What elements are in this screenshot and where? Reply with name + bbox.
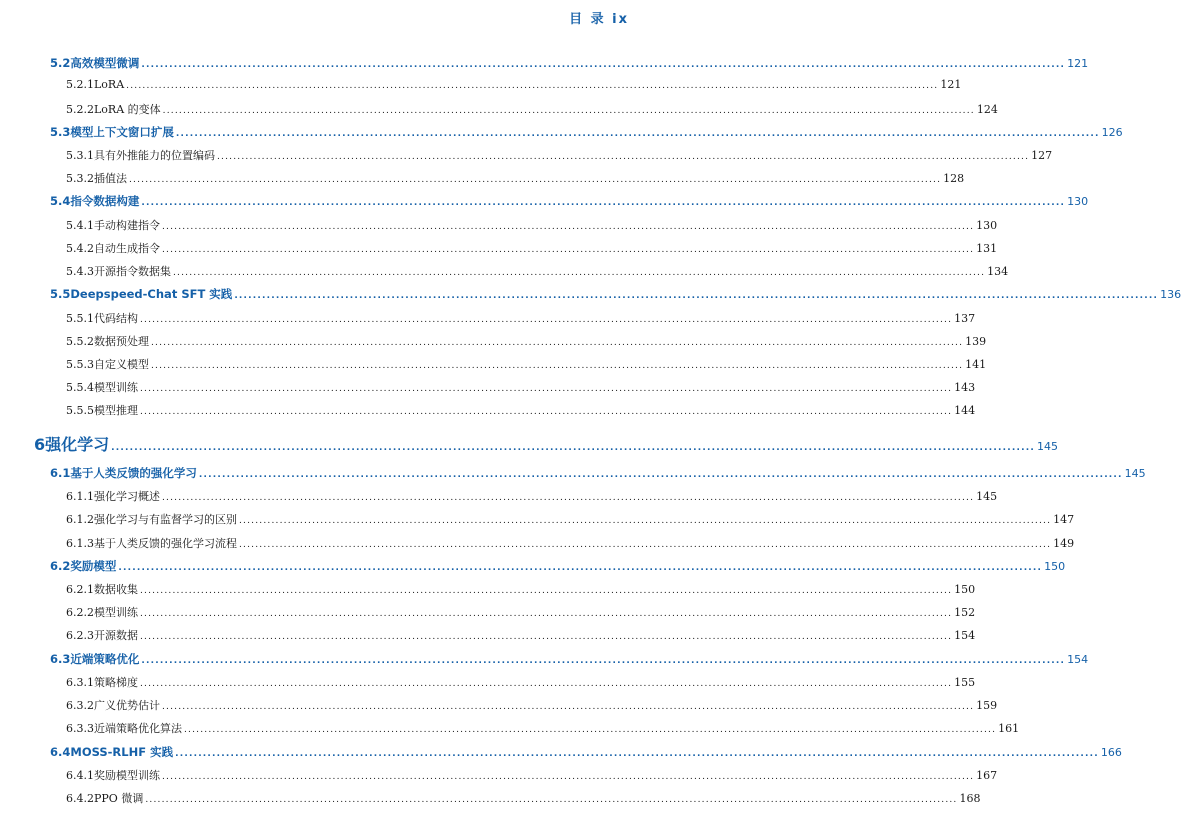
toc-number: 5.4: [50, 194, 71, 208]
toc-title: 具有外推能力的位置编码: [94, 149, 215, 162]
toc-number: 5.3.2: [66, 172, 94, 185]
toc-number: 6.3: [50, 652, 71, 666]
toc-subsection[interactable]: [0, 790, 981, 808]
toc-subsection[interactable]: [0, 674, 976, 692]
toc-title: 手动构建指令: [94, 219, 160, 232]
toc-subsection[interactable]: [0, 604, 976, 622]
toc-page-number: 145: [1036, 440, 1058, 453]
toc-title: 高效模型微调: [70, 56, 140, 70]
toc-number: 6.1.1: [66, 490, 94, 503]
dot-leader: ........................................................................................................................................................................................................: [140, 315, 953, 325]
toc-number: 5.5.2: [66, 335, 94, 348]
dot-leader: ........................................................................................................................................................................................................: [140, 586, 953, 596]
toc-subsection[interactable]: [0, 310, 976, 328]
toc-title: 插值法: [94, 172, 127, 185]
toc-number: 5.5: [50, 287, 71, 301]
toc-title: 模型训练: [94, 381, 138, 394]
dot-leader: ........................................................................................................................................................................................................: [140, 407, 953, 417]
toc-number: 6.4: [50, 745, 71, 759]
dot-leader: ........................................................................................................................................................................................................: [162, 245, 975, 255]
toc-subsection[interactable]: [0, 511, 1075, 529]
toc-number: 5.5.5: [66, 404, 94, 417]
dot-leader: ........................................................................................................................................................................................................: [140, 384, 953, 394]
toc-subsection[interactable]: [0, 581, 976, 599]
toc-title: 自定义模型: [94, 358, 149, 371]
toc-page-number: 130: [1067, 195, 1089, 208]
toc-subsection[interactable]: [0, 356, 987, 374]
toc-title: 开源数据: [94, 629, 138, 642]
toc-title: 强化学习概述: [94, 490, 160, 503]
toc-page-number: 159: [976, 699, 998, 712]
toc-section[interactable]: [0, 651, 1089, 669]
toc-page-number: 126: [1101, 126, 1123, 139]
toc-number: 5.3: [50, 125, 71, 139]
dot-leader: ........................................................................................................................................................................................................: [141, 656, 1066, 666]
toc-page-number: 137: [954, 312, 976, 325]
toc-title: 奖励模型训练: [94, 769, 160, 782]
toc-number: 5.2.2: [66, 103, 94, 116]
toc-page-number: 131: [976, 242, 998, 255]
toc-page-number: 128: [943, 172, 965, 185]
dot-leader: ........................................................................................................................................................................................................: [141, 198, 1066, 208]
dot-leader: ........................................................................................................................................................................................................: [151, 338, 964, 348]
toc-title: 指令数据构建: [70, 194, 140, 208]
toc-page-number: 167: [976, 769, 998, 782]
toc-page-number: 139: [965, 335, 987, 348]
dot-leader: ........................................................................................................................................................................................................: [239, 540, 1052, 550]
toc-page-number: 161: [998, 722, 1020, 735]
toc-title: 数据预处理: [94, 335, 149, 348]
toc-number: 6.3.1: [66, 676, 94, 689]
toc-title: 强化学习: [45, 435, 110, 454]
toc-subsection[interactable]: [0, 535, 1075, 553]
toc-title: 近端策略优化算法: [94, 722, 182, 735]
dot-leader: ........................................................................................................................................................................................................: [118, 563, 1043, 573]
toc-page-number: 130: [976, 219, 998, 232]
toc-number: 6.2.3: [66, 629, 94, 642]
toc-number: 5.2.1: [66, 78, 94, 91]
toc-number: 6.3.2: [66, 699, 94, 712]
toc-number: 6.2: [50, 559, 71, 573]
dot-leader: ........................................................................................................................................................................................................: [175, 129, 1100, 139]
dot-leader: ........................................................................................................................................................................................................: [217, 152, 1030, 162]
toc-subsection[interactable]: [0, 101, 998, 119]
toc-title: MOSS-RLHF 实践: [70, 745, 174, 759]
toc-page-number: 154: [1067, 653, 1089, 666]
toc-page-number: 145: [976, 490, 998, 503]
toc-number: 6.4.2: [66, 792, 94, 805]
toc-section[interactable]: [0, 124, 1123, 142]
toc-page-number: 154: [954, 629, 976, 642]
toc-section[interactable]: [0, 465, 1146, 483]
toc-page-number: 144: [954, 404, 976, 417]
dot-leader: ........................................................................................................................................................................................................: [162, 702, 975, 712]
toc-subsection[interactable]: [0, 333, 987, 351]
toc-page-number: 145: [1124, 467, 1146, 480]
toc-title: 近端策略优化: [70, 652, 140, 666]
toc-subsection[interactable]: [0, 263, 1009, 281]
toc-title: Deepspeed-Chat SFT 实践: [70, 287, 233, 301]
toc-subsection[interactable]: [0, 217, 998, 235]
toc-title: 奖励模型: [70, 559, 117, 573]
dot-leader: ........................................................................................................................................................................................................: [184, 725, 997, 735]
toc-title: 基于人类反馈的强化学习: [70, 466, 197, 480]
dot-leader: ........................................................................................................................................................................................................: [111, 443, 1035, 453]
toc-title: 广义优势估计: [94, 699, 160, 712]
toc-title: 模型推理: [94, 404, 138, 417]
toc-subsection[interactable]: [0, 170, 965, 188]
toc-subsection[interactable]: [0, 402, 976, 420]
toc-number: 5.3.1: [66, 149, 94, 162]
toc-page-number: 149: [1053, 537, 1075, 550]
dot-leader: ........................................................................................................................................................................................................: [162, 772, 975, 782]
toc-page-number: 134: [987, 265, 1009, 278]
dot-leader: ........................................................................................................................................................................................................: [140, 679, 953, 689]
toc-page-number: 147: [1053, 513, 1075, 526]
toc-subsection[interactable]: [0, 697, 998, 715]
toc-subsection[interactable]: [0, 767, 998, 785]
toc-number: 6.1.2: [66, 513, 94, 526]
toc-number: 5.5.3: [66, 358, 94, 371]
toc-title: 自动生成指令: [94, 242, 160, 255]
dot-leader: ........................................................................................................................................................................................................: [162, 106, 975, 116]
toc-page-number: 150: [1044, 560, 1066, 573]
running-header: 目 录 ix: [569, 12, 629, 27]
dot-leader: ........................................................................................................................................................................................................: [129, 175, 942, 185]
toc-title: 数据收集: [94, 583, 138, 596]
toc-section[interactable]: [0, 193, 1089, 211]
toc-page-number: 121: [940, 78, 962, 91]
toc-title: LoRA 的变体: [94, 103, 161, 116]
toc-number: 6.1: [50, 466, 71, 480]
dot-leader: ........................................................................................................................................................................................................: [173, 268, 986, 278]
toc-page-number: 124: [976, 103, 998, 116]
toc-page-number: 143: [954, 381, 976, 394]
toc-page-number: 136: [1160, 288, 1181, 301]
toc-number: 6.3.3: [66, 722, 94, 735]
toc-title: 策略梯度: [94, 676, 138, 689]
toc-number: 6.4.1: [66, 769, 94, 782]
dot-leader: ........................................................................................................................................................................................................: [145, 795, 958, 805]
toc-page-number: 127: [1031, 149, 1053, 162]
toc-subsection[interactable]: [0, 720, 1020, 738]
dot-leader: ........................................................................................................................................................................................................: [162, 493, 975, 503]
toc-subsection[interactable]: [0, 78, 962, 96]
dot-leader: ........................................................................................................................................................................................................: [175, 749, 1099, 759]
toc-title: 强化学习与有监督学习的区别: [94, 513, 237, 526]
toc-title: 模型训练: [94, 606, 138, 619]
toc-section[interactable]: [0, 558, 1066, 576]
toc-page-number: 141: [965, 358, 987, 371]
dot-leader: ........................................................................................................................................................................................................: [234, 291, 1159, 301]
toc-number: 6.2.2: [66, 606, 94, 619]
dot-leader: ........................................................................................................................................................................................................: [162, 222, 975, 232]
toc-title: LoRA: [94, 78, 125, 91]
toc-section[interactable]: [0, 744, 1122, 762]
toc-title: 开源指令数据集: [94, 265, 171, 278]
toc-page-number: 152: [954, 606, 976, 619]
toc-number: 5.4.3: [66, 265, 94, 278]
toc-subsection[interactable]: [0, 627, 976, 645]
toc-subsection[interactable]: [0, 488, 998, 506]
toc-number: 6.2.1: [66, 583, 94, 596]
dot-leader: ........................................................................................................................................................................................................: [140, 632, 953, 642]
toc-subsection[interactable]: [0, 147, 1053, 165]
toc-number: 6.1.3: [66, 537, 94, 550]
dot-leader: ........................................................................................................................................................................................................: [151, 361, 964, 371]
toc-number: 5.4.1: [66, 219, 94, 232]
toc-title: PPO 微调: [94, 792, 144, 805]
toc-title: 模型上下文窗口扩展: [70, 125, 174, 139]
dot-leader: ........................................................................................................................................................................................................: [141, 60, 1066, 70]
toc-section[interactable]: [0, 55, 1089, 73]
toc-section[interactable]: [0, 286, 1181, 304]
toc-page-number: 155: [954, 676, 976, 689]
dot-leader: ........................................................................................................................................................................................................: [239, 516, 1052, 526]
toc-page-number: 168: [959, 792, 981, 805]
toc-page-number: 150: [954, 583, 976, 596]
toc-number: 6: [34, 435, 46, 454]
toc-subsection[interactable]: [0, 240, 998, 258]
toc-subsection[interactable]: [0, 379, 976, 397]
dot-leader: ........................................................................................................................................................................................................: [198, 470, 1123, 480]
toc-number: 5.5.4: [66, 381, 94, 394]
toc-page-number: 166: [1100, 746, 1122, 759]
toc-title: 基于人类反馈的强化学习流程: [94, 537, 237, 550]
toc-number: 5.5.1: [66, 312, 94, 325]
toc-page-number: 121: [1067, 57, 1089, 70]
dot-leader: ........................................................................................................................................................................................................: [140, 609, 953, 619]
dot-leader: ........................................................................................................................................................................................................: [126, 81, 939, 91]
toc-chapter[interactable]: [0, 432, 1058, 454]
toc-number: 5.4.2: [66, 242, 94, 255]
toc-title: 代码结构: [94, 312, 138, 325]
toc-number: 5.2: [50, 56, 71, 70]
